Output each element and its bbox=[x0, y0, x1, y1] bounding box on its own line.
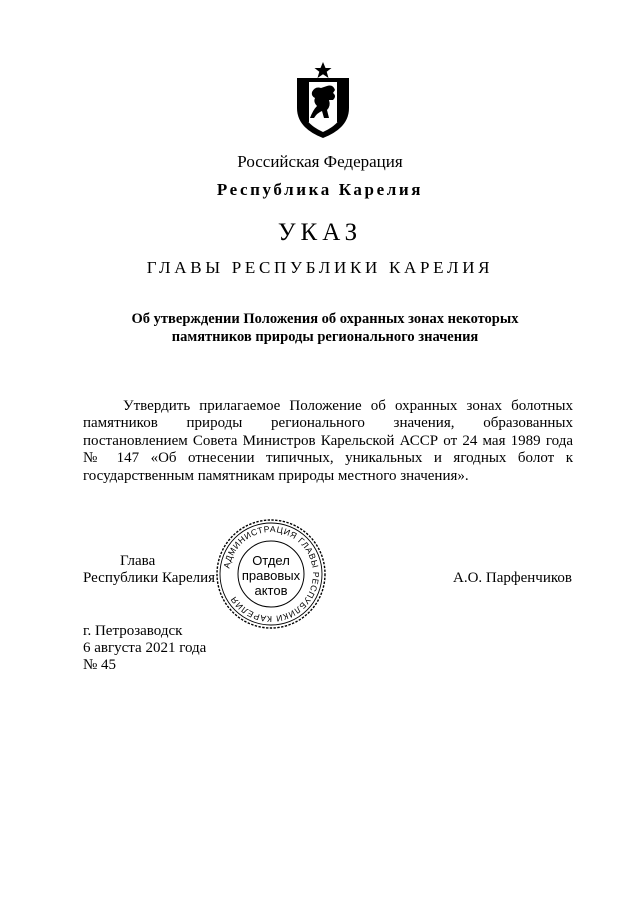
decree-body: Утвердить прилагаемое Положение об охранных зонах болотных памятников природы регионального значения, образованных постановлением Совета Министров Карельской АССР от 24 мая 1989 года № 147 «Об отнесении типичных, уникальных и ягодных болот к государственным памятникам природы местного значения». bbox=[83, 398, 573, 484]
decree-number: № 45 bbox=[83, 657, 117, 673]
signatory-role-line-2: Республики Карелия bbox=[83, 570, 216, 586]
signatory-role-line-1: Глава bbox=[120, 553, 156, 569]
seal-line-3: актов bbox=[254, 583, 288, 598]
issue-city: г. Петрозаводск bbox=[83, 623, 183, 639]
karelia-coat-of-arms-icon bbox=[293, 62, 353, 140]
decree-title-line-2: памятников природы регионального значения bbox=[171, 329, 479, 345]
decree-title bbox=[100, 310, 550, 346]
issuer-name: ГЛАВЫ РЕСПУБЛИКИ КАРЕЛИЯ bbox=[146, 258, 494, 277]
republic-name: Республика Карелия bbox=[216, 180, 424, 199]
signatory-name: А.О. Парфенчиков bbox=[453, 570, 572, 586]
document-type: УКАЗ bbox=[277, 219, 363, 246]
seal-line-2: правовых bbox=[241, 568, 301, 583]
country-name: Российская Федерация bbox=[237, 152, 403, 171]
decree-title-line-1: Об утверждении Положения об охранных зонах некоторых bbox=[131, 311, 519, 327]
place-date-number bbox=[83, 623, 206, 674]
issue-date: 6 августа 2021 года bbox=[83, 640, 207, 656]
round-seal-icon bbox=[215, 518, 327, 630]
seal-ring-text: АДМИНИСТРАЦИЯ ГЛАВЫ РЕСПУБЛИКИ КАРЕЛИЯ bbox=[221, 523, 322, 625]
seal-line-1: Отдел bbox=[252, 553, 290, 568]
